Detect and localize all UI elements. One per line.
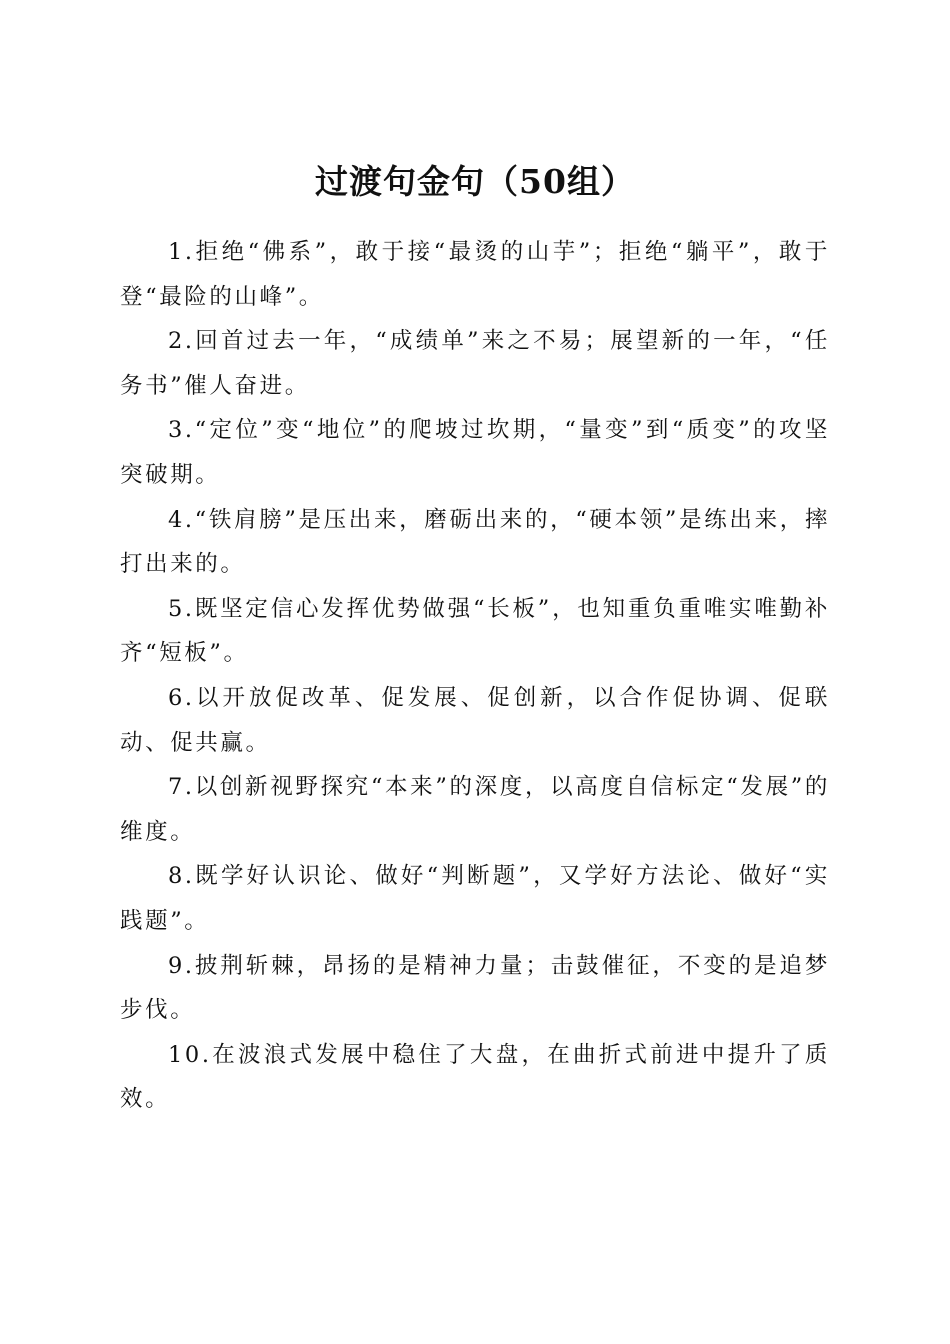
list-item: 3.“定位”变“地位”的爬坡过坎期，“量变”到“质变”的攻坚突破期。 (120, 417, 830, 488)
list-item: 8.既学好认识论、做好“判断题”，又学好方法论、做好“实践题”。 (120, 863, 830, 934)
list-item: 2.回首过去一年，“成绩单”来之不易；展望新的一年，“任务书”催人奋进。 (120, 328, 830, 399)
list-item: 4.“铁肩膀”是压出来，磨砺出来的，“硬本领”是练出来，摔打出来的。 (120, 506, 830, 578)
list-item: 5.既坚定信心发挥优势做强“长板”，也知重负重唯实唯勤补齐“短板”。 (120, 595, 830, 667)
list-item: 9.披荆斩棘，昂扬的是精神力量；击鼓催征，不变的是追梦步伐。 (120, 952, 830, 1024)
list-item: 10.在波浪式发展中稳住了大盘，在曲折式前进中提升了质效。 (120, 1041, 830, 1113)
list-item: 7.以创新视野探究“本来”的深度，以高度自信标定“发展”的维度。 (120, 774, 830, 845)
list-item: 1.拒绝“佛系”，敢于接“最烫的山芋”；拒绝“躺平”，敢于登“最险的山峰”。 (120, 239, 830, 310)
document-title: 过渡句金句（50组） (315, 162, 635, 202)
list-item: 6.以开放促改革、促发展、促创新，以合作促协调、促联动、促共赢。 (120, 684, 830, 756)
document-body (120, 230, 830, 1122)
